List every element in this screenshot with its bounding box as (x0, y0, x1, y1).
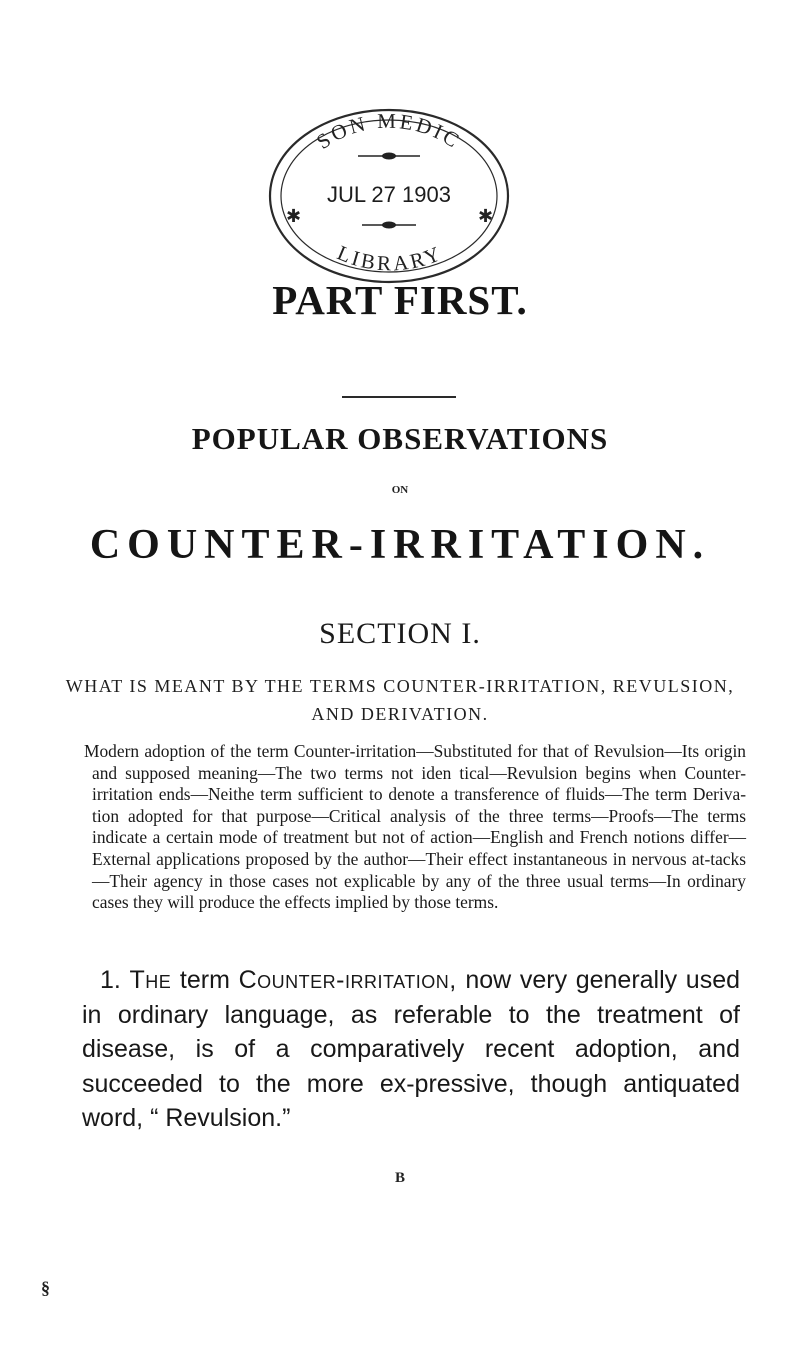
stamp-bottom-text: LIBRARY (333, 240, 447, 276)
signature-mark: B (394, 1170, 405, 1186)
main-title: POPULAR OBSERVATIONS (191, 421, 609, 456)
library-stamp (258, 98, 520, 298)
stamp-star-right-icon: ✱ (478, 206, 494, 226)
svg-text:SON MEDIC (312, 109, 466, 154)
margin-mark: § (41, 1278, 50, 1298)
stamp-date: JUL 27 1903 (327, 182, 451, 207)
stamp-ornament-bottom (362, 222, 416, 229)
svg-text:LIBRARY (334, 241, 446, 276)
part-title: PART FIRST. (272, 277, 528, 323)
stamp-star-left-icon: ✱ (286, 206, 302, 226)
section-title: SECTION I. (319, 617, 481, 650)
section-heading: WHAT IS MEANT BY THE TERMS COUNTER-IRRITATION, REVULSION, AND DERIVATION. (65, 676, 735, 724)
paragraph-term-word: term (179, 966, 230, 994)
paragraph-key-term: Counter-irritation, (238, 966, 457, 994)
paragraph-text: now very generally used in ordinary language, as referable to the treatment of disease, is of a comparatively recent adoption, and succeeded to the more ex-pressive, though antiquated word, “ Revulsion.” (82, 966, 741, 1132)
paragraph-number: 1. (100, 966, 121, 994)
title-rule (342, 396, 456, 398)
stamp-ornament-top (358, 153, 420, 160)
paragraph-lead-word: The (129, 966, 172, 994)
stamp-top-text: SON MEDIC (312, 108, 466, 154)
title-connector: ON (391, 484, 409, 496)
subject-title: COUNTER-IRRITATION. (89, 522, 711, 568)
section-synopsis: Modern adoption of the term Counter-irritation—Substituted for that of Revulsion—Its origin and supposed meaning—The two terms not iden tical—Revulsion begins when Counter-irritation ends—Neithe term sufficient to denote a transference of fluids—The term Deriva-tion adopted for that purpose—Critical analysis of the three terms—Proofs—The terms indicate a certain mode of treatment but not of action—English and French notions differ—External applications proposed by the author—Their effect instantaneous in nervous at-tacks—Their agency in those cases not explicable by any of the three usual terms—In ordinary cases they will produce the effects implied by those terms. (84, 741, 746, 913)
paragraph-1 (82, 963, 740, 1136)
